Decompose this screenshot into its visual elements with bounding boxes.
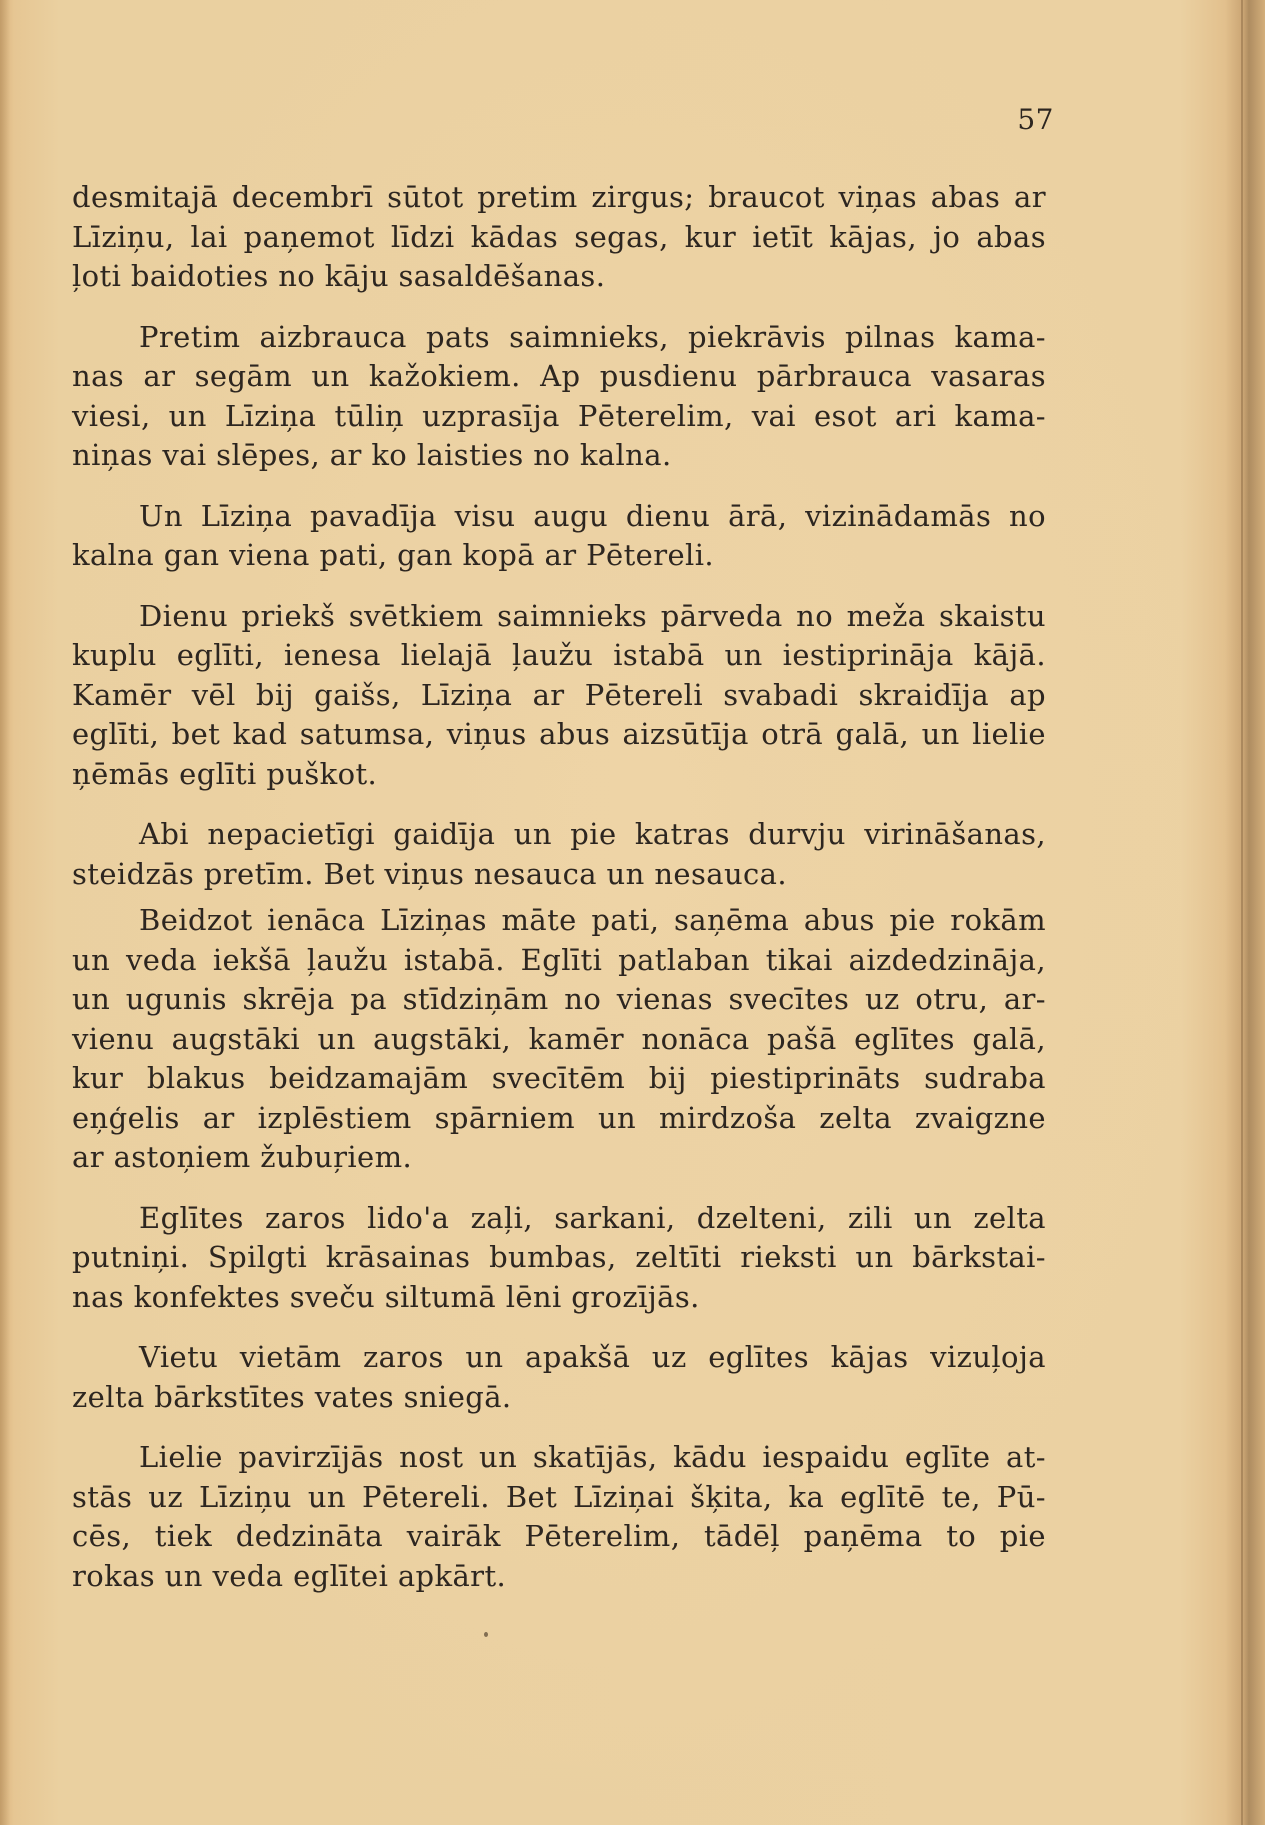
text-line: Pretim aizbrauca pats saimnieks, piekrāvis pilnas kama-: [139, 319, 1046, 354]
text-line: Dienu priekš svētkiem saimnieks pārveda no meža skaistu: [139, 598, 1046, 633]
text-line: putniņi. Spilgti krāsainas bumbas, zeltīti rieksti un bārkstai-: [72, 1240, 1046, 1274]
text-line: desmitajā decembrī sūtot pretim zirgus; braucot viņas abas ar: [72, 180, 1046, 214]
text-line: steidzās pretīm. Bet viņus nesauca un nesauca.: [72, 856, 787, 891]
text-line: Abi nepacietīgi gaidīja un pie katras durvju virināšanas,: [139, 817, 1046, 851]
text-line: Līziņu, lai paņemot līdzi kādas segas, kur ietīt kājas, jo abas: [72, 219, 1046, 254]
paragraph: [72, 1338, 1046, 1417]
text-line: Eglītes zaros lido'a zaļi, sarkani, dzelteni, zili un zelta: [139, 1200, 1046, 1235]
page-left-edge-shadow: [0, 0, 10, 1825]
text-line: un ugunis skrēja pa stīdziņām no vienas svecītes uz otru, ar-: [72, 982, 1046, 1016]
paragraph: [72, 901, 1046, 1178]
text-line: nas ar segām un kažokiem. Ap pusdienu pārbrauca vasaras: [72, 359, 1046, 393]
text-line: kuplu eglīti, ienesa lielajā ļaužu istabā un iestiprināja kājā.: [72, 638, 1046, 672]
text-line: rokas un veda eglītei apkārt.: [72, 1558, 507, 1593]
text-line: zelta bārkstītes vates sniegā.: [72, 1379, 512, 1414]
text-line: viesi, un Līziņa tūliņ uzprasīja Pēterelim, vai esot ari kama-: [72, 398, 1046, 433]
page-gutter-shadow: [1225, 0, 1265, 1825]
text-line: ar astoņiem žubuŗiem.: [72, 1140, 413, 1174]
paragraph: [72, 597, 1046, 795]
text-line: ļoti baidoties no kāju sasaldēšanas.: [72, 259, 606, 293]
text-line: un veda iekšā ļaužu istabā. Eglīti patlaban tikai aizdedzināja,: [72, 942, 1046, 977]
page-number: 57: [1017, 103, 1054, 136]
paper-speck: [484, 1632, 488, 1637]
body-text: [72, 178, 1046, 1617]
text-line: cēs, tiek dedzināta vairāk Pēterelim, tādēļ paņēma to pie: [72, 1519, 1046, 1553]
text-line: kalna gan viena pati, gan kopā ar Pētereli.: [72, 538, 715, 572]
paragraph: [72, 497, 1046, 576]
text-line: eņģelis ar izplēstiem spārniem un mirdzoša zelta zvaigzne: [72, 1100, 1046, 1135]
paragraph: [72, 1438, 1046, 1596]
text-line: kur blakus beidzamajām svecītēm bij piestiprināts sudraba: [72, 1061, 1046, 1095]
text-line: ņēmās eglīti puškot.: [72, 756, 378, 791]
paragraph: [72, 1199, 1046, 1318]
text-line: Kamēr vēl bij gaišs, Līziņa ar Pētereli svabadi skraidīja ap: [72, 677, 1046, 712]
text-line: eglīti, bet kad satumsa, viņus abus aizsūtīja otrā galā, un lielie: [72, 717, 1046, 751]
text-line: Un Līziņa pavadīja visu augu dienu ārā, vizinādamās no: [139, 498, 1046, 533]
text-line: stās uz Līziņu un Pētereli. Bet Līziņai šķita, ka eglītē te, Pū-: [72, 1479, 1046, 1514]
paragraph: [72, 318, 1046, 476]
text-line: niņas vai slēpes, ar ko laisties no kalna.: [72, 438, 672, 472]
text-line: nas konfektes sveču siltumā lēni grozījās.: [72, 1279, 700, 1314]
text-line: vienu augstāki un augstāki, kamēr nonāca pašā eglītes galā,: [72, 1021, 1046, 1056]
text-line: Lielie pavirzījās nost un skatījās, kādu iespaidu eglīte at-: [139, 1440, 1046, 1474]
text-line: Vietu vietām zaros un apakšā uz eglītes kājas vizuļoja: [139, 1340, 1046, 1374]
paragraph: [72, 815, 1046, 894]
text-line: Beidzot ienāca Līziņas māte pati, saņēma abus pie rokām: [139, 903, 1046, 937]
paragraph: [72, 178, 1046, 297]
binding-line: [1241, 0, 1243, 1825]
